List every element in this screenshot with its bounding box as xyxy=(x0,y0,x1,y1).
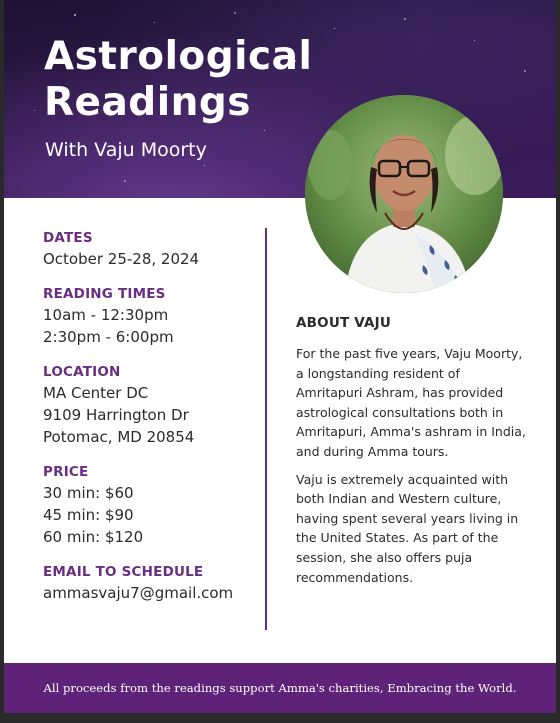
about-paragraph-2: Vaju is extremely acquainted with both Indian and Western culture, having spent several years living in the United States. As part of the session, she also offers puja recommendations. xyxy=(296,471,519,585)
price-45-min: 45 min: $90 xyxy=(43,506,134,524)
location-line-3: Potomac, MD 20854 xyxy=(43,428,195,446)
reading-times-section xyxy=(43,284,258,348)
dates-label: DATES xyxy=(43,230,93,246)
event-details xyxy=(43,228,258,618)
email-section xyxy=(43,562,258,604)
column-divider xyxy=(265,228,267,630)
email-label: EMAIL TO SCHEDULE xyxy=(43,564,204,580)
footer-banner xyxy=(4,663,556,713)
email-address-link[interactable]: ammasvaju7@gmail.com xyxy=(43,584,234,602)
title-line-2: Readings xyxy=(44,80,251,125)
price-section xyxy=(43,462,258,548)
reading-times-label: READING TIMES xyxy=(43,286,166,302)
title-line-1: Astrological xyxy=(44,34,313,79)
price-60-min: 60 min: $120 xyxy=(43,528,144,546)
about-section xyxy=(296,314,528,595)
location-section xyxy=(43,362,258,448)
reading-time-2: 2:30pm - 6:00pm xyxy=(43,328,174,346)
subtitle: With Vaju Moorty xyxy=(45,139,207,161)
flyer-page xyxy=(4,0,556,713)
price-label: PRICE xyxy=(43,464,89,480)
footer-text: All proceeds from the readings support Amma's charities, Embracing the World. xyxy=(43,681,517,695)
location-label: LOCATION xyxy=(43,364,121,380)
dates-section xyxy=(43,228,258,270)
about-title: ABOUT VAJU xyxy=(296,315,392,331)
dates-value: October 25-28, 2024 xyxy=(43,250,200,268)
portrait-photo xyxy=(305,95,503,293)
location-line-1: MA Center DC xyxy=(43,384,149,402)
about-paragraph-1: For the past five years, Vaju Moorty, a longstanding resident of Amritapuri Ashram, has provided astrological consultations both in Amritapuri, Amma's ashram in India, and during Amma tours. xyxy=(296,346,526,459)
page-title xyxy=(44,34,312,126)
reading-time-1: 10am - 12:30pm xyxy=(43,306,169,324)
price-30-min: 30 min: $60 xyxy=(43,484,134,502)
location-line-2: 9109 Harrington Dr xyxy=(43,406,189,424)
